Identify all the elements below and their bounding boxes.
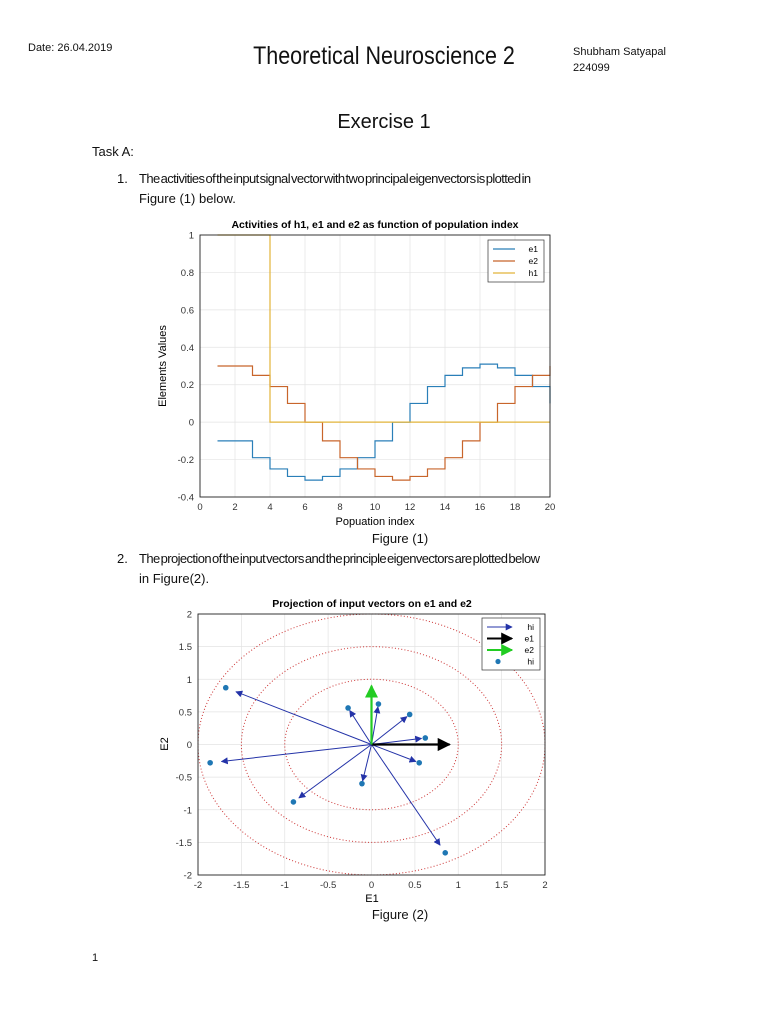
list-item-text-line1: The activities of the input signal vector with two principal eigenvectors is plotted in [139,171,531,186]
x-tick-label: 16 [474,502,486,513]
y-tick-label: 0.5 [178,707,192,719]
x-tick-label: 0 [368,880,375,891]
x-tick-label: 10 [369,502,381,513]
y-tick-label: 0.8 [180,267,194,279]
x-tick-label: -0.5 [319,880,337,891]
input-point [407,712,413,718]
y-axis-label: E2 [159,737,171,751]
input-vector-arrow [236,692,372,745]
y-tick-label: 0.2 [180,380,194,392]
legend-label-h1: h1 [528,268,538,278]
author-block [573,44,666,76]
input-vector-arrow [350,711,372,745]
y-tick-label: 0 [188,417,194,429]
exercise-title: Exercise 1 [337,111,431,133]
author-name: Shubham Satyapal [573,46,666,58]
figure-1-caption: Figure (1) [371,531,429,546]
figure-1-chart [150,214,570,532]
x-tick-label: -1.5 [233,880,250,891]
x-tick-label: 0.5 [408,880,422,891]
chart-title: Activities of h1, e1 and e2 as function of population index [231,219,519,231]
x-axis-label: E1 [365,893,379,905]
legend-label-e1: e1 [524,633,534,644]
legend-label-hi: hi [527,656,534,667]
y-tick-label: 2 [186,609,192,621]
x-tick-label: 8 [337,502,343,513]
x-tick-label: 1 [455,880,461,891]
y-tick-label: -1 [183,805,192,817]
legend-label-e1: e1 [528,244,538,254]
input-point [291,799,297,805]
list-item-number: 2. [117,551,128,566]
x-tick-label: 1.5 [495,880,509,891]
chart-legend [488,240,544,282]
input-vector-arrow [372,717,407,745]
list-item-number: 1. [117,171,128,186]
chart-title: Projection of input vectors on e1 and e2 [272,598,472,610]
legend-swatch-dot [495,659,500,664]
input-vector-arrow [372,745,416,762]
x-tick-label: 20 [544,502,556,513]
input-point [223,685,229,691]
input-point [376,701,382,707]
list-item-text-line2: in Figure(2). [139,571,210,586]
legend-label-e2: e2 [524,645,534,655]
list-item-text-line1: The projection of the input vectors and the principle eigenvectors are plotted below [139,551,540,566]
y-axis-label: Elements Values [157,325,169,407]
x-tick-label: 12 [404,502,416,513]
series-line-e2 [218,366,551,480]
figure-2-chart [150,594,570,906]
input-point [207,760,213,766]
x-tick-label: 2 [232,502,238,513]
x-tick-label: -1 [280,880,289,891]
legend-label-e2: e2 [528,256,538,266]
y-tick-label: -1.5 [175,837,192,849]
x-tick-label: 6 [302,502,308,513]
y-tick-label: -0.4 [177,492,194,504]
x-tick-label: 0 [197,502,203,513]
y-tick-label: -2 [183,870,192,882]
x-tick-label: 18 [509,502,521,513]
y-tick-label: 1 [188,230,194,242]
input-point [416,760,422,766]
document-title: Theoretical Neuroscience 2 [253,42,515,70]
legend-label-hi: hi [527,622,534,632]
page-number: 1 [92,952,99,964]
input-point [422,735,428,741]
y-tick-label: 1.5 [178,642,192,654]
y-tick-label: -0.5 [175,772,192,784]
input-point [359,781,365,787]
x-tick-label: 4 [267,502,273,513]
task-label: Task A: [92,144,134,159]
figure-2-caption: Figure (2) [371,907,429,922]
date-label: Date: 26.04.2019 [28,42,113,54]
chart-legend [482,618,540,670]
input-point [345,705,351,711]
chart-points [207,685,448,856]
y-tick-label: -0.2 [177,455,194,467]
x-tick-label: 14 [439,502,451,513]
x-tick-label: -2 [193,880,203,891]
author-id: 224099 [573,62,610,74]
y-tick-label: 0.4 [180,342,194,354]
y-tick-label: 1 [186,674,192,686]
x-axis-label: Popuation index [335,516,415,528]
list-item-text-line2: Figure (1) below. [139,191,236,206]
y-tick-label: 0 [186,740,192,751]
input-vector-arrow [372,745,441,846]
y-tick-label: 0.6 [180,305,194,317]
input-vector-arrow [299,745,372,798]
input-vector-arrow [221,745,371,762]
input-point [442,850,448,856]
x-tick-label: 2 [542,880,548,891]
